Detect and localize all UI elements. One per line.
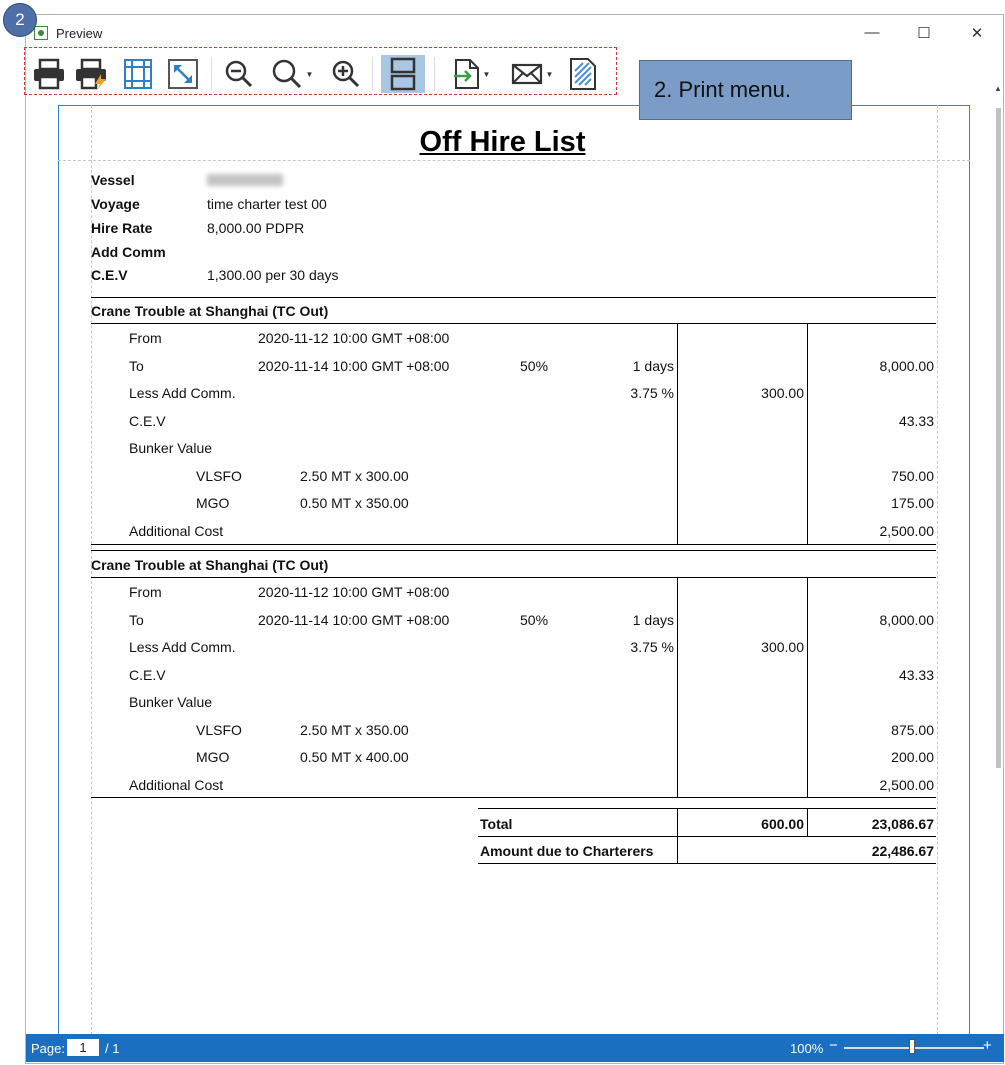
- from-value: 2020-11-12 10:00 GMT +08:00: [258, 330, 450, 346]
- cev-amount: 43.33: [898, 413, 934, 429]
- title-bar: [26, 15, 1003, 51]
- chevron-down-icon: ▼: [545, 69, 554, 79]
- vlsfo-calc: 2.50 MT x 350.00: [300, 722, 409, 738]
- additional-cost-label: Additional Cost: [129, 523, 224, 539]
- column-rule: [677, 577, 678, 798]
- to-percent: 50%: [520, 612, 549, 628]
- zoom-slider-thumb[interactable]: [909, 1039, 915, 1054]
- mgo-amount: 200.00: [891, 749, 934, 765]
- hire-rate-value: 8,000.00 PDPR: [207, 220, 305, 236]
- to-percent: 50%: [520, 358, 549, 374]
- zoom-level: 100%: [790, 1041, 824, 1056]
- column-rule: [677, 323, 678, 544]
- report-title: Off Hire List: [419, 126, 586, 158]
- vlsfo-calc: 2.50 MT x 300.00: [300, 468, 409, 484]
- page-total: / 1: [105, 1041, 120, 1056]
- vlsfo-amount: 875.00: [891, 722, 934, 738]
- totals-rule: [478, 863, 936, 864]
- to-value: 2020-11-14 10:00 GMT +08:00: [258, 612, 450, 628]
- amount-due-value: 22,486.67: [871, 843, 934, 859]
- chevron-down-icon: ▼: [482, 69, 491, 79]
- less-comm-percent: 3.75 %: [630, 385, 674, 401]
- page-label: Page:: [31, 1041, 65, 1056]
- section-rule: [91, 550, 936, 551]
- to-days: 1 days: [632, 612, 674, 628]
- total-comm: 600.00: [761, 816, 804, 832]
- to-days: 1 days: [632, 358, 674, 374]
- maximize-button[interactable]: ☐: [917, 25, 931, 42]
- additional-cost-amount: 2,500.00: [879, 523, 934, 539]
- mgo-label: MGO: [196, 749, 230, 765]
- less-comm-amount: 300.00: [761, 385, 804, 401]
- to-label: To: [129, 358, 144, 374]
- section-rule: [91, 577, 936, 578]
- hire-rate-label: Hire Rate: [91, 220, 153, 236]
- zoom-minus-button[interactable]: −: [829, 1037, 838, 1054]
- section-rule: [91, 797, 936, 798]
- margin-guide: [937, 105, 938, 1034]
- column-rule: [807, 808, 808, 836]
- vlsfo-amount: 750.00: [891, 468, 934, 484]
- mgo-calc: 0.50 MT x 350.00: [300, 495, 409, 511]
- column-rule: [807, 577, 808, 798]
- to-value: 2020-11-14 10:00 GMT +08:00: [258, 358, 450, 374]
- less-comm-amount: 300.00: [761, 639, 804, 655]
- scroll-thumb[interactable]: [996, 108, 1001, 768]
- section-rule: [91, 323, 936, 324]
- page-number-input[interactable]: 1: [67, 1039, 99, 1056]
- to-amount: 8,000.00: [879, 612, 934, 628]
- scroll-up-icon[interactable]: ▲: [994, 84, 1002, 93]
- minimize-button[interactable]: —: [864, 24, 880, 41]
- chevron-down-icon: ▼: [305, 69, 314, 79]
- cev-row-label: C.E.V: [129, 413, 166, 429]
- total-label: Total: [480, 816, 513, 832]
- section-title: Crane Trouble at Shanghai (TC Out): [91, 303, 329, 319]
- bunker-value-label: Bunker Value: [129, 440, 213, 456]
- less-comm-label: Less Add Comm.: [129, 639, 236, 655]
- mgo-label: MGO: [196, 495, 230, 511]
- mgo-calc: 0.50 MT x 400.00: [300, 749, 409, 765]
- status-bar: [26, 1034, 1004, 1062]
- step-badge: 2: [3, 3, 37, 37]
- bunker-value-label: Bunker Value: [129, 694, 213, 710]
- cev-amount: 43.33: [898, 667, 934, 683]
- window-title: Preview: [56, 26, 103, 41]
- vlsfo-label: VLSFO: [196, 722, 242, 738]
- cev-row-label: C.E.V: [129, 667, 166, 683]
- section-rule: [91, 297, 936, 298]
- vertical-scrollbar[interactable]: [992, 84, 1004, 1034]
- mgo-amount: 175.00: [891, 495, 934, 511]
- vessel-value-redacted: [207, 174, 283, 186]
- from-label: From: [129, 330, 162, 346]
- zoom-plus-button[interactable]: +: [983, 1037, 992, 1054]
- section-rule: [91, 544, 936, 545]
- cev-value: 1,300.00 per 30 days: [207, 267, 339, 283]
- additional-cost-label: Additional Cost: [129, 777, 224, 793]
- voyage-label: Voyage: [91, 196, 140, 212]
- section-title: Crane Trouble at Shanghai (TC Out): [91, 557, 329, 573]
- close-button[interactable]: ✕: [970, 25, 984, 42]
- additional-cost-amount: 2,500.00: [879, 777, 934, 793]
- app-icon: [34, 26, 48, 40]
- less-comm-percent: 3.75 %: [630, 639, 674, 655]
- totals-rule: [478, 808, 936, 809]
- from-value: 2020-11-12 10:00 GMT +08:00: [258, 584, 450, 600]
- toolbar-highlight: [24, 47, 617, 95]
- to-label: To: [129, 612, 144, 628]
- total-amount: 23,086.67: [871, 816, 934, 832]
- vessel-label: Vessel: [91, 172, 135, 188]
- less-comm-label: Less Add Comm.: [129, 385, 236, 401]
- margin-guide: [58, 160, 970, 161]
- totals-rule: [478, 836, 936, 837]
- to-amount: 8,000.00: [879, 358, 934, 374]
- add-comm-label: Add Comm: [91, 244, 166, 260]
- vlsfo-label: VLSFO: [196, 468, 242, 484]
- cev-label: C.E.V: [91, 267, 128, 283]
- from-label: From: [129, 584, 162, 600]
- callout-note: 2. Print menu.: [639, 60, 852, 120]
- voyage-value: time charter test 00: [207, 196, 327, 212]
- column-rule: [807, 323, 808, 544]
- amount-due-label: Amount due to Charterers: [480, 843, 654, 859]
